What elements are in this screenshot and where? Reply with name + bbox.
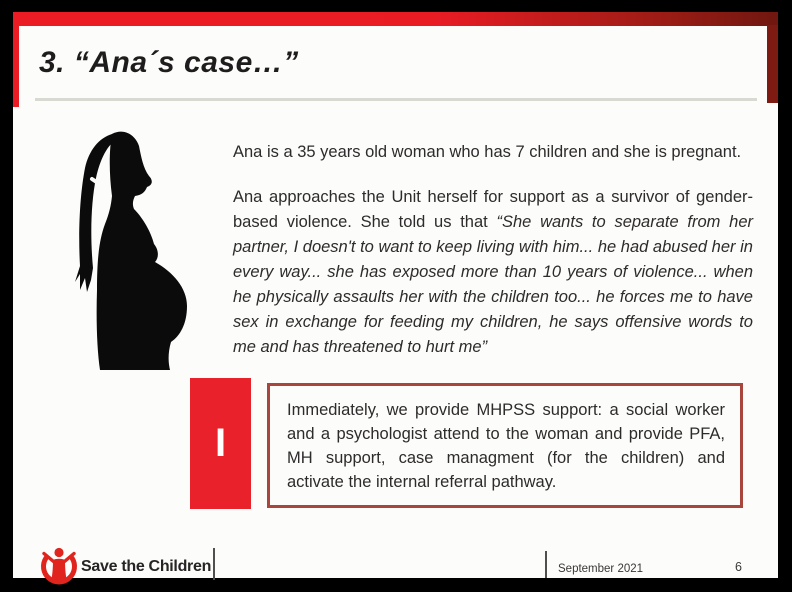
footer-page-number: 6: [735, 560, 742, 574]
step-description-text: Immediately, we provide MHPSS support: a social worker and a psychologist attend to the woman and provide PFA, MH support, case managment (for the children) and activate the internal referral pathway.: [287, 401, 725, 491]
footer-divider-left: [213, 548, 215, 580]
save-the-children-logo-icon: [39, 545, 79, 587]
slide-left-red-stripe: [13, 25, 19, 107]
slide-title: 3. “Ana´s case…”: [39, 46, 299, 79]
presentation-slide: [13, 12, 778, 578]
pregnant-woman-silhouette-icon: [63, 124, 198, 376]
story-quote-text: “She wants to separate from her partner, I doesn't to want to keep living with him... he had abused her in every way... she has exposed more than 10 years of violence... when he physically assaults her with the children too... he forces me to have sex in exchange for feeding my children, he says offensive words to me and has threatened to hurt me”: [233, 213, 753, 356]
step-number-label: I: [214, 421, 227, 465]
footer-divider-right: [545, 551, 547, 578]
story-paragraph: [233, 185, 753, 360]
slide-right-red-stripe: [767, 25, 778, 103]
slide-top-red-band: [13, 12, 778, 26]
step-description-box: [267, 383, 743, 508]
title-separator-line: [35, 98, 757, 101]
footer-date: September 2021: [558, 563, 644, 575]
story-intro-text: Ana approaches the Unit herself for support as a survivor of gender-based violence. She told us that: [233, 188, 753, 231]
slide-body-text: [233, 140, 753, 380]
step-number-badge: [190, 378, 251, 509]
footer-logo-text: Save the Children: [81, 558, 212, 575]
intro-paragraph: Ana is a 35 years old woman who has 7 children and she is pregnant.: [233, 143, 742, 161]
